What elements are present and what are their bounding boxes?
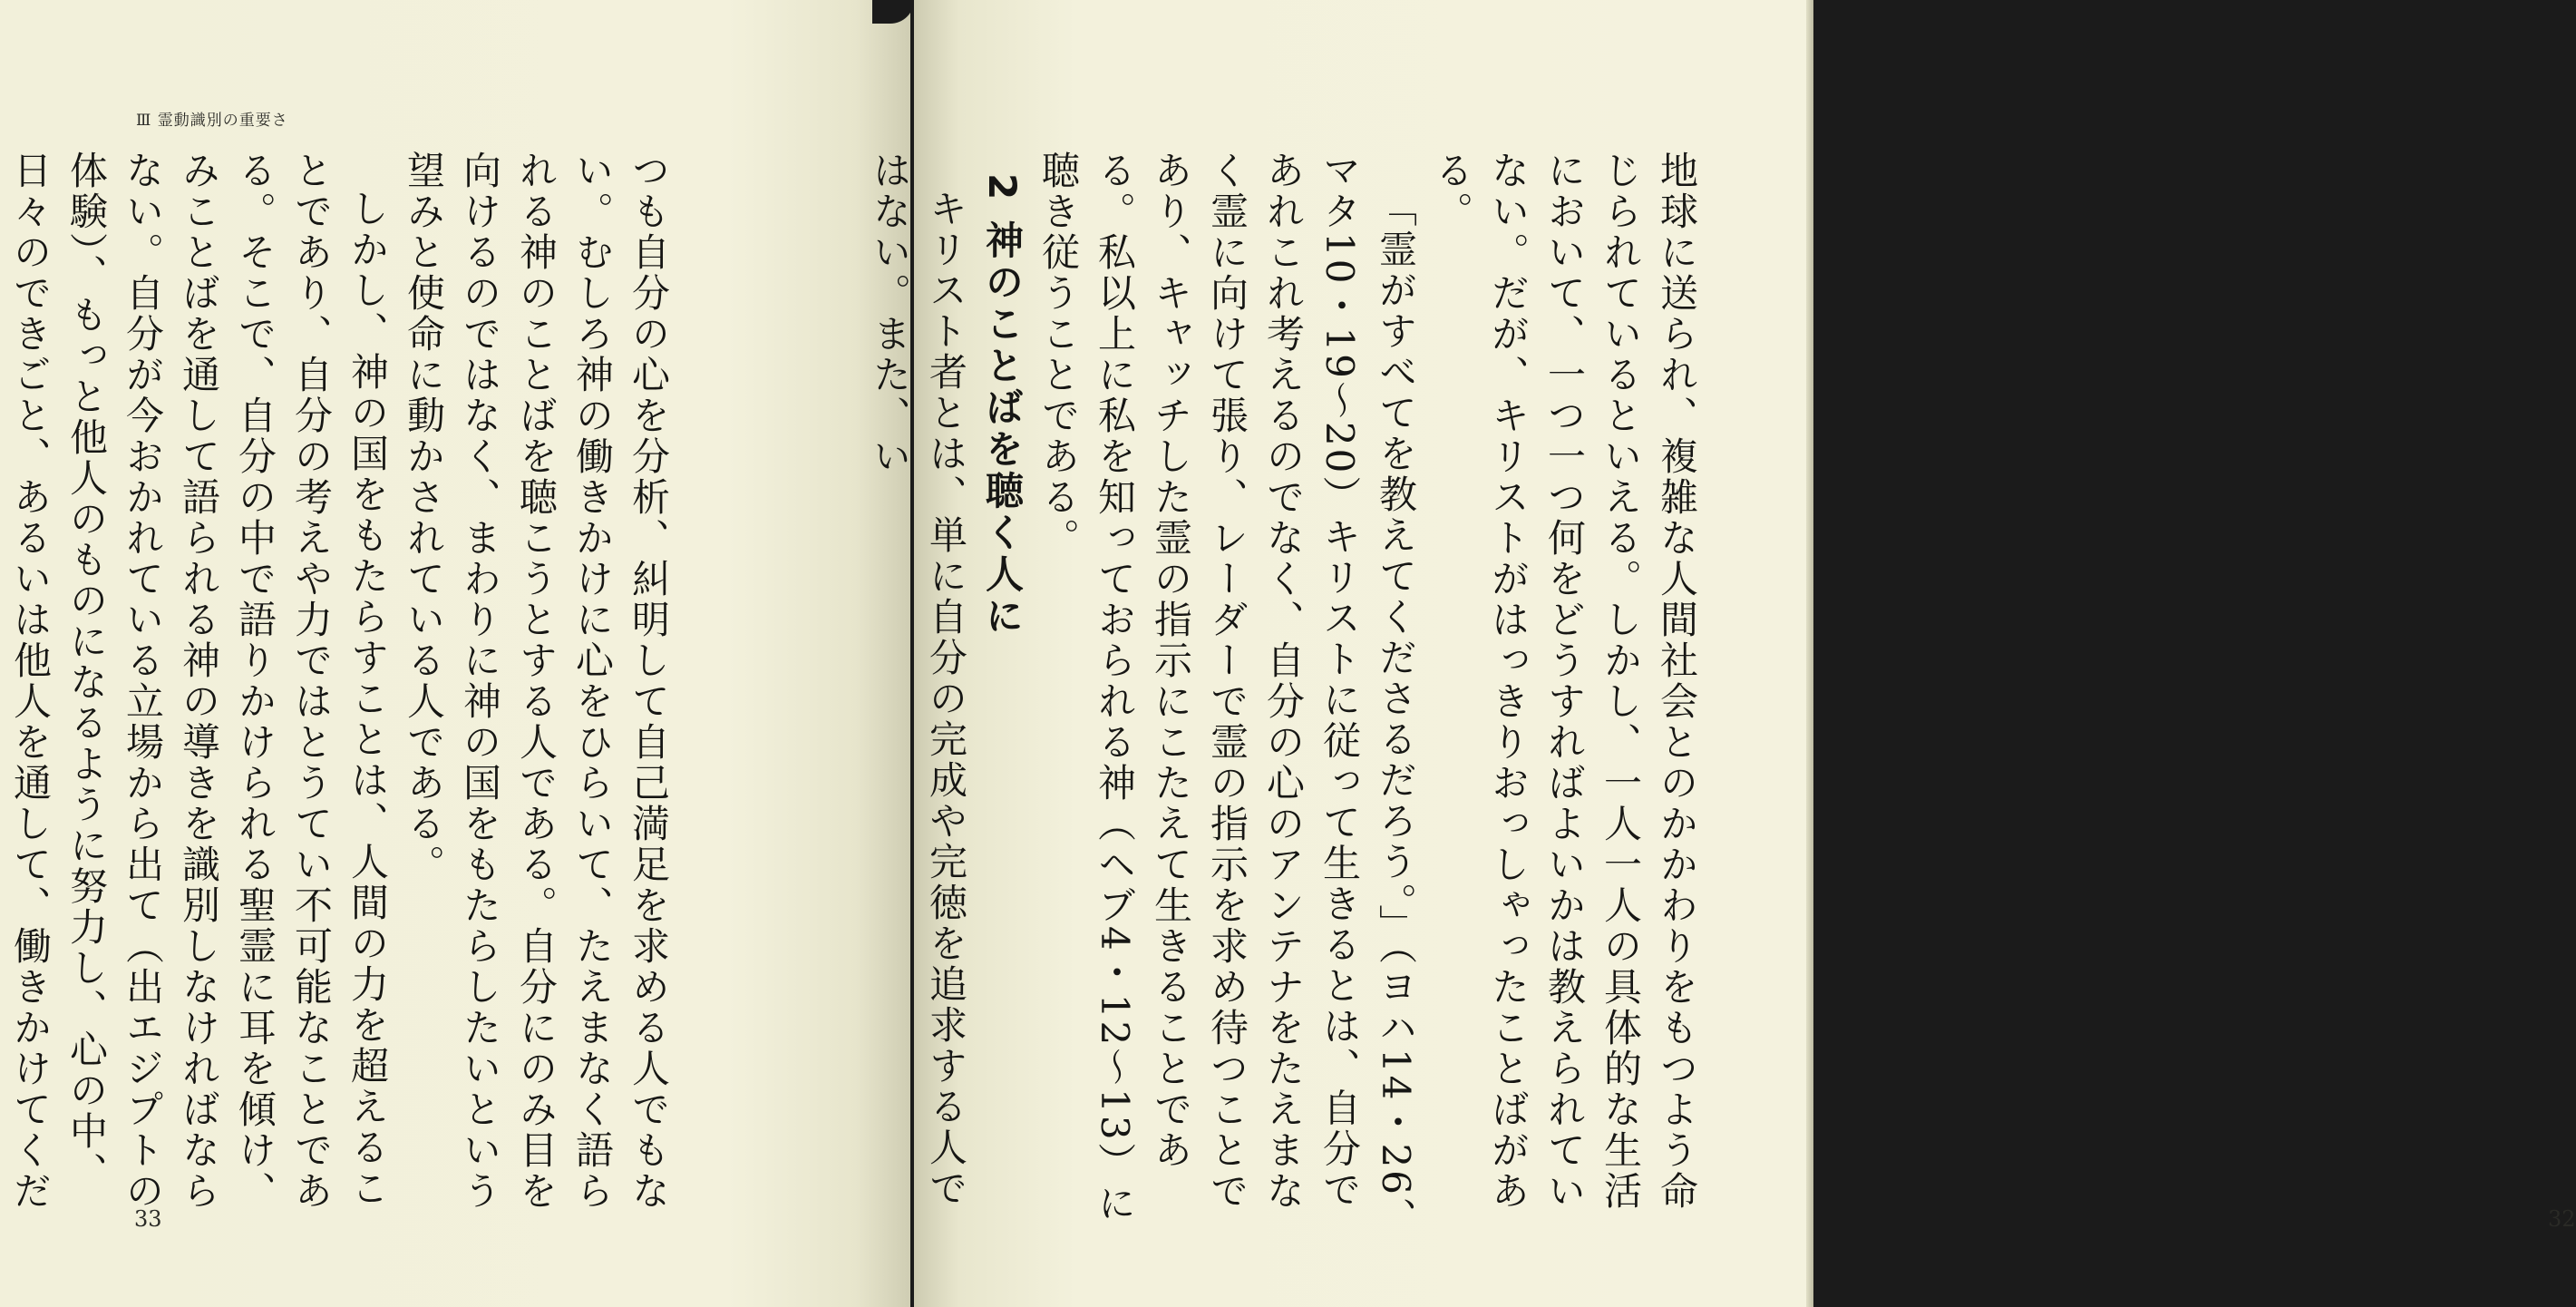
- page-edge: [1806, 0, 1813, 1307]
- paragraph: 「霊がすべてを教えてくださるだろう。」（ヨハ14・26、マタ10・19〜20）キリストに従って生きるとは、自分であれこれ考えるのでなく、自分の心のアンテナをたえまなく霊に向けて張り、レーダーで霊の指示を求め待つことであり、キャッチした霊の指示にこたえて生きることである。私以上に私を知っておられる神（ヘブ4・12〜13）に聴き従うことである。: [1036, 151, 1418, 1238]
- page-32: [868, 0, 2576, 1307]
- section-heading: 2 神のことばを聴く人に: [980, 173, 1025, 639]
- paragraph: つも自分の心を分析、糾明して自己満足を求める人でもない。むしろ神の働きかけに心をひらいて、たえまなく語られる神のことばを聴こうとする人である。自分にのみ目を向けるのではなく、まわりに神の国をもたらしたいという望みと使命に動かされている人である。: [402, 151, 671, 1212]
- paragraph: しかし、神の国をもたらすことは、人間の力を超えることであり、自分の考えや力ではとうてい不可能なことである。そこで、自分の中で語りかけられる聖霊に耳を傾け、みことばを通して語られる神の導きを識別しなければならない。自分が今おかれている立場から出て（出エジプトの体験）、もっと他人のものになるように努力し、心の中、日々のできごと、あるいは他人を通して、働きかけてくだ: [8, 151, 390, 1212]
- page-32-body: [861, 151, 1705, 1239]
- page-number: 32: [2548, 1206, 2576, 1232]
- paragraph: 地球に送られ、複雑な人間社会とのかかわりをもつよう命じられているといえる。しかし、一人一人の具体的な生活において、一つ一つ何をどうすればよいかは教えられていない。だが、キリストがはっきりおっしゃったことばがある。: [1430, 151, 1699, 1212]
- page-33: [0, 0, 910, 1307]
- running-head: Ⅲ 霊動識別の重要さ: [136, 112, 288, 130]
- page-number: 33: [134, 1206, 162, 1232]
- paragraph: キリスト者とは、単に自分の完成や完徳を追求する人ではない。また、い: [868, 151, 968, 1209]
- page-33-body: [0, 151, 676, 1239]
